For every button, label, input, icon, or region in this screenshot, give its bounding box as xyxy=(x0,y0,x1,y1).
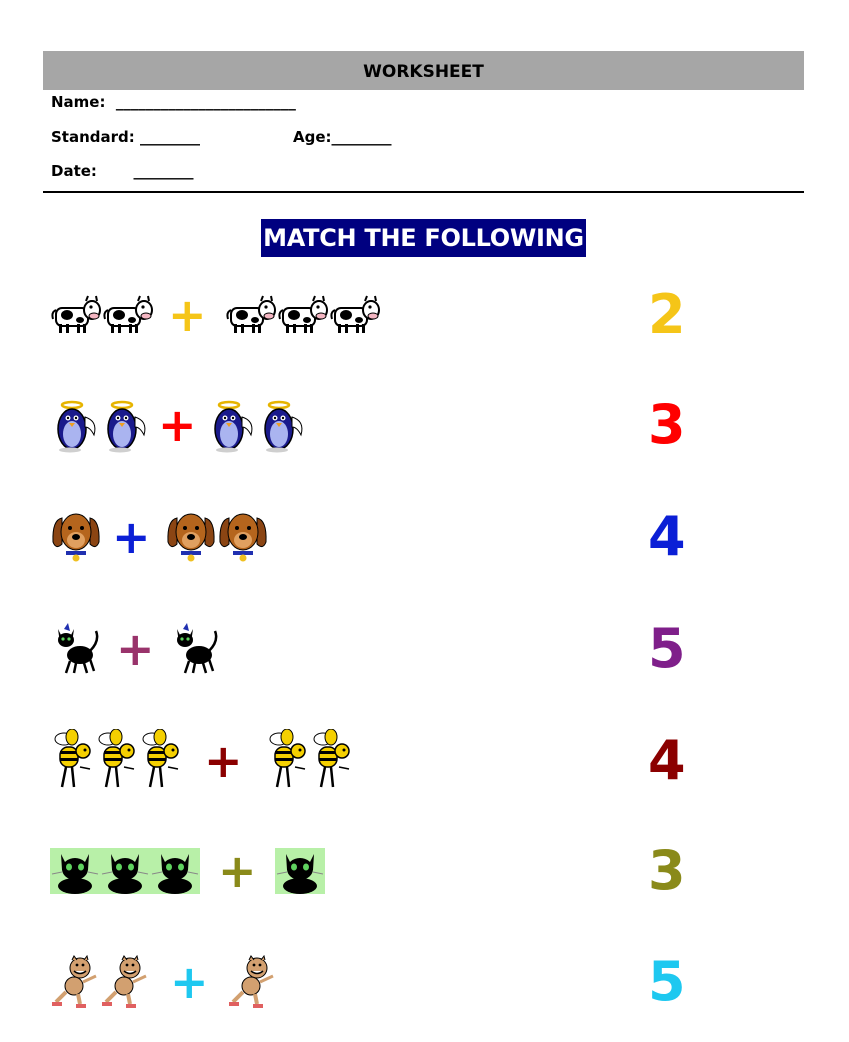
exercise-row xyxy=(0,826,849,916)
plus-sign: + xyxy=(112,510,151,564)
date-field: Date: ________ xyxy=(51,162,194,180)
exercise-row xyxy=(0,270,849,360)
penguin-icon xyxy=(257,397,307,453)
instruction-heading: MATCH THE FOLLOWING xyxy=(261,219,586,257)
answer-number: 4 xyxy=(648,729,686,792)
animal-group xyxy=(50,716,353,806)
bee-icon xyxy=(265,729,309,793)
plus-sign: + xyxy=(158,398,197,452)
dog-icon xyxy=(50,506,102,568)
animal-group xyxy=(50,604,221,694)
page-title: WORKSHEET xyxy=(363,61,484,82)
skater-icon xyxy=(227,954,277,1010)
exercise-row xyxy=(0,380,849,470)
standard-field: Standard: ________ xyxy=(51,128,200,146)
dog-icon xyxy=(217,506,269,568)
skater-icon xyxy=(50,954,100,1010)
cat-icon xyxy=(169,623,221,675)
exercise-row xyxy=(0,716,849,806)
penguin-icon xyxy=(207,397,257,453)
cow-icon xyxy=(102,292,154,338)
answer-number: 3 xyxy=(648,393,686,456)
cow-icon xyxy=(329,292,381,338)
black-cat-icon xyxy=(275,848,325,894)
answer-number: 3 xyxy=(648,839,686,902)
bee-icon xyxy=(94,729,138,793)
bee-icon xyxy=(138,729,182,793)
plus-sign: + xyxy=(168,288,207,342)
cow-icon xyxy=(50,292,102,338)
animal-group xyxy=(50,270,381,360)
animal-group xyxy=(50,937,277,1027)
answer-number: 4 xyxy=(648,505,686,568)
animal-group xyxy=(50,826,325,916)
cow-icon xyxy=(277,292,329,338)
name-field: Name: ________________________ xyxy=(51,93,296,111)
answer-number: 5 xyxy=(648,617,686,680)
exercise-row xyxy=(0,604,849,694)
plus-sign: + xyxy=(170,955,209,1009)
plus-sign: + xyxy=(218,844,257,898)
header-bar xyxy=(43,51,804,90)
cow-icon xyxy=(225,292,277,338)
black-cat-icon xyxy=(50,848,100,894)
dog-icon xyxy=(165,506,217,568)
plus-sign: + xyxy=(116,622,155,676)
bee-icon xyxy=(309,729,353,793)
divider xyxy=(43,191,804,193)
exercise-row xyxy=(0,937,849,1027)
cat-icon xyxy=(50,623,102,675)
penguin-icon xyxy=(50,397,100,453)
penguin-icon xyxy=(100,397,150,453)
plus-sign: + xyxy=(204,734,243,788)
age-field: Age:________ xyxy=(293,128,392,146)
skater-icon xyxy=(100,954,150,1010)
animal-group xyxy=(50,492,269,582)
exercise-row xyxy=(0,492,849,582)
animal-group xyxy=(50,380,307,470)
answer-number: 2 xyxy=(648,283,686,346)
bee-icon xyxy=(50,729,94,793)
black-cat-icon xyxy=(100,848,150,894)
answer-number: 5 xyxy=(648,950,686,1013)
black-cat-icon xyxy=(150,848,200,894)
